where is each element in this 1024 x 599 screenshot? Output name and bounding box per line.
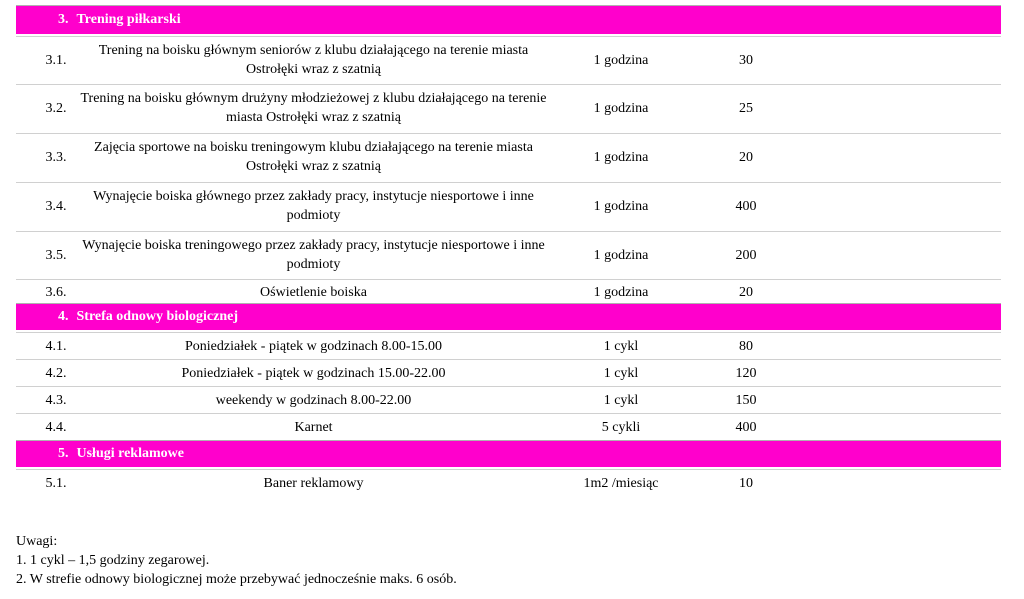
row-price: 150 — [735, 392, 757, 408]
table-row — [16, 182, 1001, 229]
section-number: 3. — [58, 12, 69, 27]
note-item: 2. W strefie odnowy biologicznej może przebywać jednocześnie maks. 6 osób. — [16, 572, 457, 587]
row-unit: 1 godzina — [593, 247, 649, 263]
row-unit: 1 godzina — [593, 284, 649, 300]
row-unit: 1 godzina — [593, 198, 649, 214]
row-number: 4.3. — [45, 392, 67, 408]
section-header-5 — [16, 440, 1001, 467]
section-header-3 — [16, 5, 1001, 34]
row-description: Trening na boisku głównym drużyny młodzieżowej z klubu działającego na terenie miasta Ostrołęki wraz z szatnią — [80, 91, 547, 125]
row-description: Karnet — [294, 419, 333, 435]
table-row — [16, 413, 1001, 440]
row-price: 25 — [739, 100, 753, 116]
table-row — [16, 332, 1001, 359]
row-price: 80 — [739, 338, 753, 354]
section-title: Trening piłkarski — [76, 12, 181, 27]
section-title: Strefa odnowy biologicznej — [76, 309, 239, 324]
section-title: Usługi reklamowe — [76, 446, 184, 461]
row-price: 200 — [735, 247, 757, 263]
row-description: Zajęcia sportowe na boisku treningowym klubu działającego na terenie miasta Ostrołęki wraz z szatnią — [94, 140, 533, 174]
row-unit: 1m2 /miesiąc — [583, 475, 659, 491]
row-number: 3.5. — [45, 247, 67, 263]
section-header-4 — [16, 303, 1001, 330]
row-unit: 1 godzina — [593, 100, 649, 116]
row-description: weekendy w godzinach 8.00-22.00 — [215, 392, 412, 408]
row-description: Oświetlenie boiska — [260, 284, 367, 300]
row-number: 4.1. — [45, 338, 67, 354]
row-unit: 1 cykl — [603, 365, 639, 381]
row-price: 10 — [739, 475, 753, 491]
row-unit: 1 cykl — [603, 392, 639, 408]
row-price: 20 — [739, 284, 753, 300]
row-price: 30 — [739, 52, 753, 68]
table-row — [16, 36, 1001, 83]
section-number: 5. — [58, 446, 69, 461]
row-description: Poniedziałek - piątek w godzinach 8.00-15.00 — [185, 338, 442, 354]
table-row — [16, 469, 1001, 496]
notes-heading: Uwagi: — [16, 534, 58, 549]
notes — [16, 532, 457, 589]
row-unit: 1 cykl — [603, 338, 639, 354]
table-row — [16, 279, 1001, 304]
note-item: 1. 1 cykl – 1,5 godziny zegarowej. — [16, 553, 210, 568]
row-unit: 1 godzina — [593, 52, 649, 68]
row-number: 4.2. — [45, 365, 67, 381]
row-unit: 5 cykli — [601, 419, 641, 435]
table-row — [16, 84, 1001, 131]
section-number: 4. — [58, 309, 69, 324]
row-description: Wynajęcie boiska treningowego przez zakłady pracy, instytucje niesportowe i inne podmioty — [82, 238, 545, 272]
row-number: 5.1. — [45, 475, 67, 491]
row-number: 3.4. — [45, 198, 67, 214]
table-row — [16, 133, 1001, 180]
table-row — [16, 231, 1001, 278]
row-number: 3.3. — [45, 149, 67, 165]
row-number: 4.4. — [45, 419, 67, 435]
row-price: 400 — [735, 198, 757, 214]
row-number: 3.2. — [45, 100, 67, 116]
row-price: 400 — [735, 419, 757, 435]
row-description: Trening na boisku głównym seniorów z klubu działającego na terenie miasta Ostrołęki wraz z szatnią — [98, 43, 529, 77]
row-description: Wynajęcie boiska głównego przez zakłady pracy, instytucje niesportowe i inne podmioty — [93, 189, 534, 223]
row-description: Poniedziałek - piątek w godzinach 15.00-22.00 — [181, 365, 446, 381]
row-price: 20 — [739, 149, 753, 165]
table-row — [16, 386, 1001, 413]
table-row — [16, 359, 1001, 386]
row-price: 120 — [735, 365, 757, 381]
row-unit: 1 godzina — [593, 149, 649, 165]
row-number: 3.6. — [45, 284, 67, 300]
row-description: Baner reklamowy — [263, 475, 364, 491]
row-number: 3.1. — [45, 52, 67, 68]
